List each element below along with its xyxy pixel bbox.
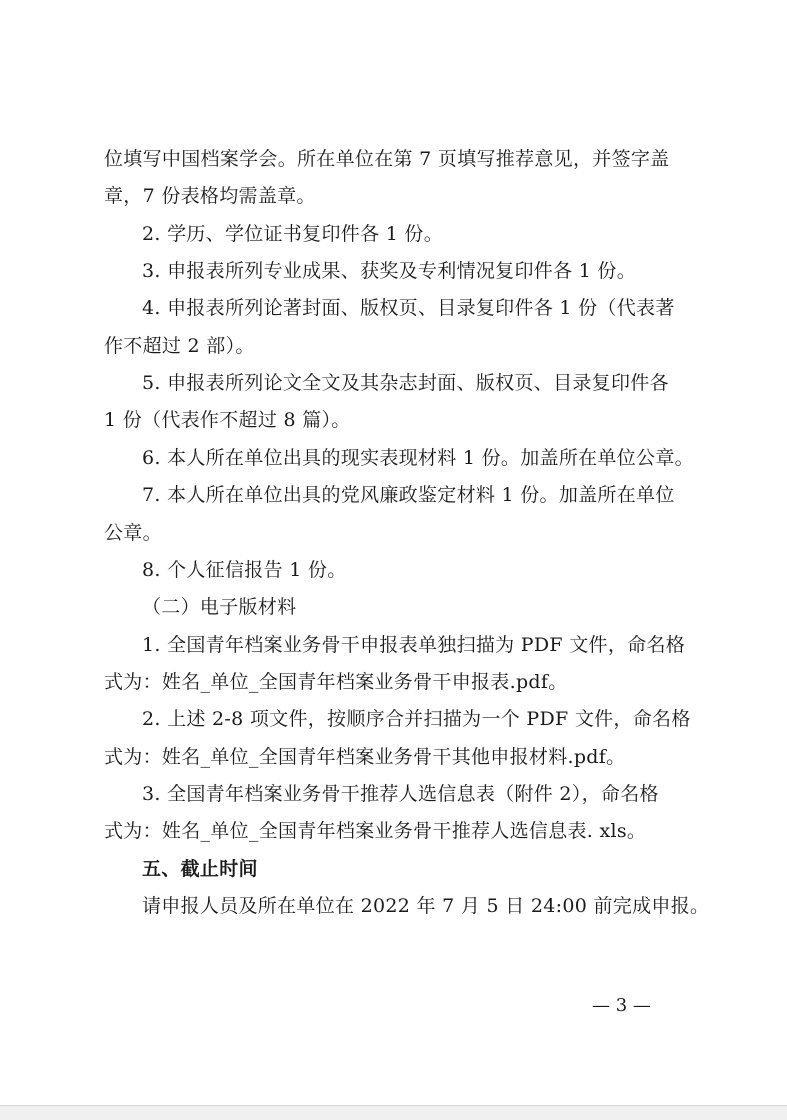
text-line-18: 3. 全国青年档案业务骨干推荐人选信息表（附件 2），命名格: [142, 783, 659, 805]
text-line-5: 4. 申报表所列论著封面、版权页、目录复印件各 1 份（代表著: [142, 297, 675, 319]
page-number: — 3 —: [592, 995, 651, 1016]
text-line-11: 公章。: [104, 522, 162, 544]
text-line-2: 章，7 份表格均需盖章。: [104, 185, 316, 207]
text-line-3: 2. 学历、学位证书复印件各 1 份。: [142, 223, 444, 245]
text-line-1: 位填写中国档案学会。所在单位在第 7 页填写推荐意见，并签字盖: [104, 148, 670, 170]
text-line-14: 1. 全国青年档案业务骨干申报表单独扫描为 PDF 文件，命名格: [142, 634, 686, 656]
text-line-7: 5. 申报表所列论文全文及其杂志封面、版权页、目录复印件各: [142, 372, 669, 394]
text-line-19: 式为：姓名_单位_全国青年档案业务骨干推荐人选信息表. xls。: [104, 820, 647, 842]
section-subtitle: （二）电子版材料: [142, 596, 297, 618]
text-line-4: 3. 申报表所列专业成果、获奖及专利情况复印件各 1 份。: [142, 260, 637, 282]
text-line-9: 6. 本人所在单位出具的现实表现材料 1 份。加盖所在单位公章。: [142, 447, 694, 469]
text-line-8: 1 份（代表作不超过 8 篇）。: [104, 409, 351, 431]
text-line-6: 作不超过 2 部）。: [104, 335, 255, 357]
text-line-12: 8. 个人征信报告 1 份。: [142, 559, 347, 581]
page-bottom-edge: [0, 1105, 787, 1120]
text-line-15: 式为：姓名_单位_全国青年档案业务骨干申报表.pdf。: [104, 671, 568, 693]
text-line-17: 式为：姓名_单位_全国青年档案业务骨干其他申报材料.pdf。: [104, 746, 626, 768]
text-line-10: 7. 本人所在单位出具的党风廉政鉴定材料 1 份。加盖所在单位: [142, 484, 675, 506]
text-line-21: 请申报人员及所在单位在 2022 年 7 月 5 日 24:00 前完成申报。: [142, 895, 710, 917]
section-heading: 五、截止时间: [142, 858, 258, 880]
text-line-16: 2. 上述 2-8 项文件，按顺序合并扫描为一个 PDF 文件，命名格: [142, 708, 691, 730]
